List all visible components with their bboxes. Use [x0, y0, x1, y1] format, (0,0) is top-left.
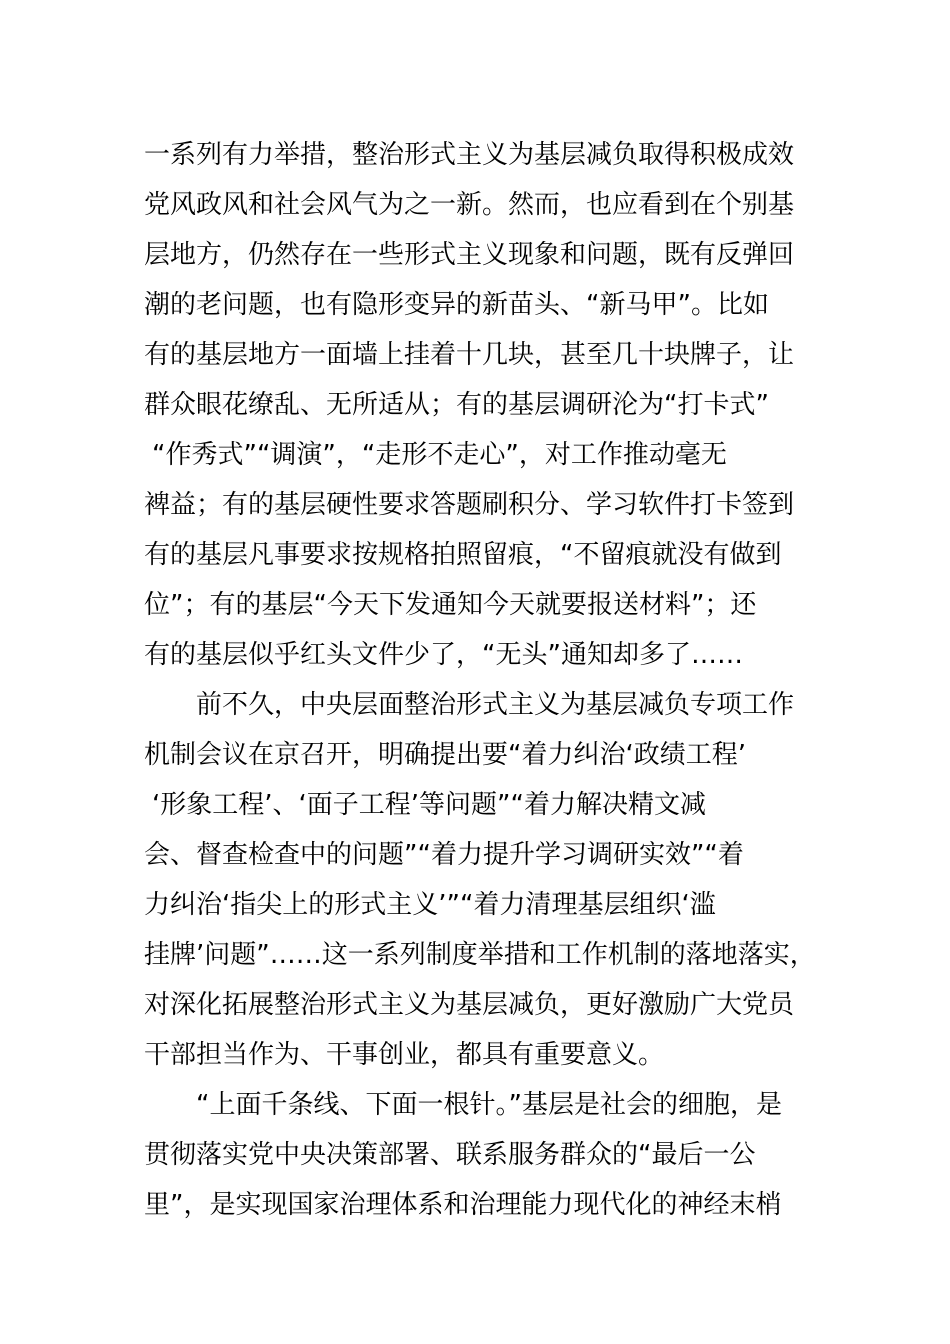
text-line: 会、督查检查中的问题”“着力提升学习调研实效”“着 [144, 840, 744, 870]
paragraph-start: “上面千条线、下面一根针。”基层是社会的细胞，是 [196, 1090, 782, 1120]
text-line: 裨益；有的基层硬性要求答题刷积分、学习软件打卡签到 [144, 490, 795, 520]
text-line: 干部担当作为、干事创业，都具有重要意义。 [144, 1040, 665, 1070]
text-line: 党风政风和社会风气为之一新。然而，也应看到在个别基 [144, 190, 795, 220]
text-line: 贯彻落实党中央决策部署、联系服务群众的“最后一公 [144, 1140, 756, 1170]
paragraph-start: 前不久，中央层面整治形式主义为基层减负专项工作 [196, 690, 795, 720]
text-line: 潮的老问题，也有隐形变异的新苗头、“新马甲”。比如 [144, 290, 769, 320]
text-line: “作秀式”“调演”，“走形不走心”，对工作推动毫无 [152, 440, 727, 470]
text-line: 力纠治‘指尖上的形式主义’”“着力清理基层组织‘滥 [144, 890, 716, 920]
text-line: 有的基层凡事要求按规格拍照留痕，“不留痕就没有做到 [144, 540, 782, 570]
text-line: ‘形象工程’、‘面子工程’等问题”“着力解决精文减 [152, 790, 706, 820]
text-line: 一系列有力举措，整治形式主义为基层减负取得积极成效 [144, 140, 795, 170]
text-line: 里”，是实现国家治理体系和治理能力现代化的神经末梢 [144, 1190, 782, 1220]
text-line: 有的基层似乎红头文件少了，“无头”通知却多了…… [144, 640, 743, 670]
text-line: 对深化拓展整治形式主义为基层减负，更好激励广大党员 [144, 990, 795, 1020]
text-line: 位”；有的基层“今天下发通知今天就要报送材料”；还 [144, 590, 757, 620]
text-line: 层地方，仍然存在一些形式主义现象和问题，既有反弹回 [144, 240, 795, 270]
text-line: 挂牌’问题”……这一系列制度举措和工作机制的落地落实， [144, 940, 816, 970]
text-line: 机制会议在京召开，明确提出要“着力纠治‘政绩工程’ [144, 740, 746, 770]
text-line: 有的基层地方一面墙上挂着十几块，甚至几十块牌子，让 [144, 340, 795, 370]
text-line: 群众眼花缭乱、无所适从；有的基层调研沦为“打卡式” [144, 390, 769, 420]
